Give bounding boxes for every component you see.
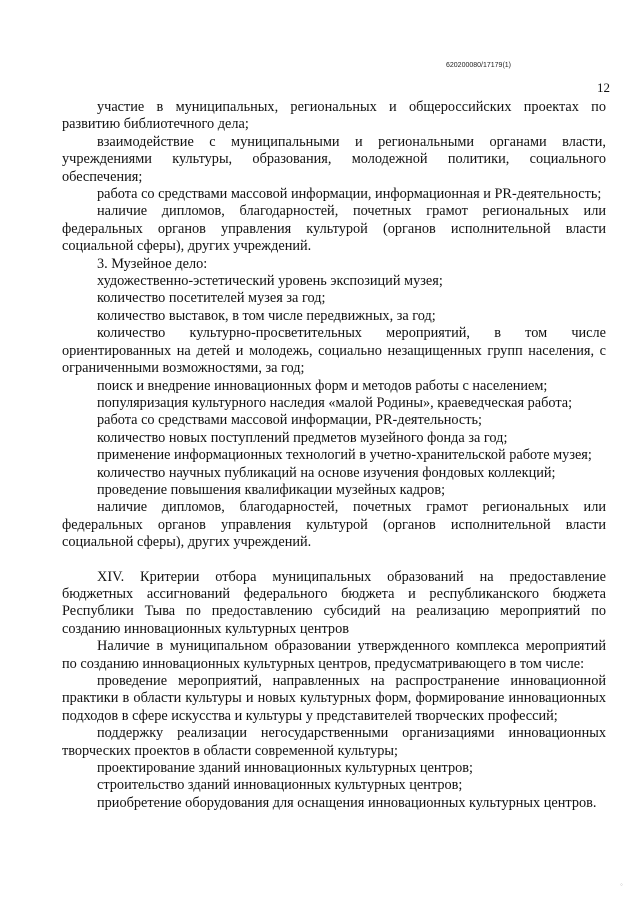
paragraph: Наличие в муниципальном образовании утвержденного комплекса мероприятий по созданию инновационных культурных центров, предусматривающего в том числе: bbox=[62, 638, 606, 672]
paragraph: взаимодействие с муниципальными и региональными органами власти, учреждениями культуры, образования, молодежной политики, социального обеспечения; bbox=[62, 133, 606, 185]
paragraph: поиск и внедрение инновационных форм и методов работы с населением; bbox=[97, 377, 548, 394]
paragraph: количество культурно-просветительных мероприятий, в том числе ориентированных на детей и молодежь, социально незащищенных групп населения, с ограниченными возможностями, за год; bbox=[62, 325, 606, 377]
paragraph: художественно-эстетический уровень экспозиций музея; bbox=[97, 273, 443, 290]
paragraph: количество выставок, в том числе передвижных, за год; bbox=[97, 307, 436, 324]
paragraph: проведение мероприятий, направленных на распространение инновационной практики в области культуры и новых культурных форм, формирование инновационных подходов в сфере искусства и культуры у представителей творческих профессий; bbox=[62, 673, 606, 724]
paragraph: участие в муниципальных, региональных и общероссийских проектах по развитию библиотечного дела; bbox=[62, 99, 606, 133]
document-body bbox=[62, 99, 606, 812]
scan-mark: ◦ bbox=[620, 880, 623, 889]
paragraph: популяризация культурного наследия «малой Родины», краеведческая работа; bbox=[97, 394, 573, 411]
paragraph: наличие дипломов, благодарностей, почетных грамот региональных или федеральных органов управления культурой (органов исполнительной власти социальной сферы), других учреждений. bbox=[62, 203, 606, 255]
paragraph: проведение повышения квалификации музейных кадров; bbox=[97, 481, 446, 498]
paragraph: строительство зданий инновационных культурных центров; bbox=[97, 777, 463, 794]
paragraph: количество научных публикаций на основе изучения фондовых коллекций; bbox=[97, 464, 556, 481]
paragraph: проектирование зданий инновационных культурных центров; bbox=[97, 760, 473, 777]
document-id: 620200080/17179(1) bbox=[446, 62, 512, 69]
paragraph: работа со средствами массовой информации, информационная и PR-деятельность; bbox=[97, 186, 602, 203]
section-heading: XIV. Критерии отбора муниципальных образований на предоставление бюджетных ассигнований федерального бюджета и республиканского бюджета Республики Тыва по предоставлению субсидий на реализацию мероприятий по созданию инновационных культурных центров bbox=[62, 568, 606, 637]
paragraph: приобретение оборудования для оснащения инновационных культурных центров. bbox=[97, 794, 597, 811]
paragraph: количество посетителей музея за год; bbox=[97, 290, 326, 307]
paragraph: применение информационных технологий в учетно-хранительской работе музея; bbox=[97, 447, 592, 464]
paragraph: поддержку реализации негосударственными организациями инновационных творческих проектов в области современной культуры; bbox=[62, 725, 606, 759]
page-number: 12 bbox=[597, 80, 610, 95]
paragraph: работа со средствами массовой информации, PR-деятельность; bbox=[97, 412, 482, 429]
paragraph: наличие дипломов, благодарностей, почетных грамот региональных или федеральных органов управления культурой (органов исполнительной власти социальной сферы), других учреждений. bbox=[62, 499, 606, 551]
paragraph: количество новых поступлений предметов музейного фонда за год; bbox=[97, 429, 508, 446]
subsection-heading: 3. Музейное дело: bbox=[97, 255, 208, 272]
